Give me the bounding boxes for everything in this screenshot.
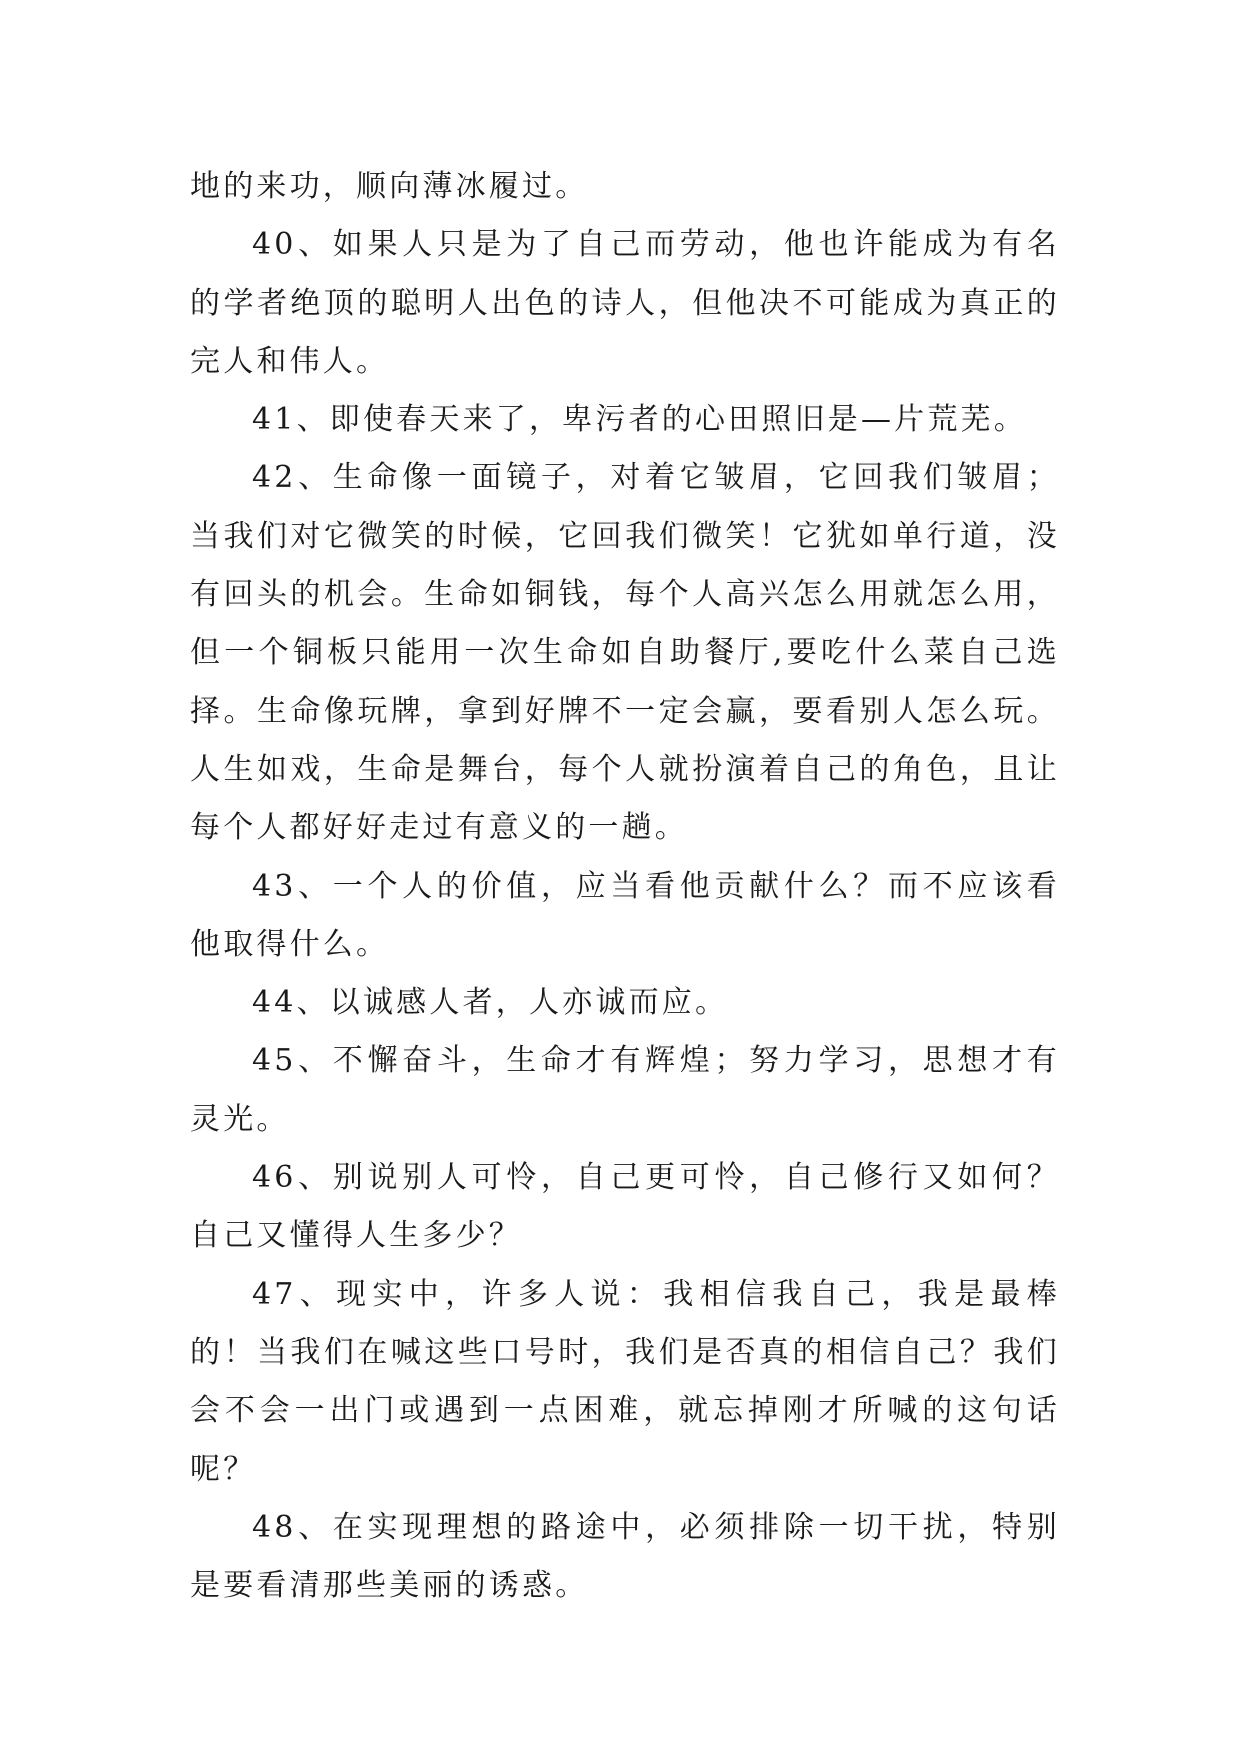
- paragraph-42: 42、生命像一面镜子，对着它皱眉，它回我们皱眉；当我们对它微笑的时候，它回我们微笑！它犹如单行道，没有回头的机会。生命如铜钱，每个人高兴怎么用就怎么用，但一个铜板只能用一次生命如自助餐厅,要吃什么菜自己选择。生命像玩牌，拿到好牌不一定会赢，要看别人怎么玩。人生如戏，生命是舞台，每个人就扮演着自己的角色，且让每个人都好好走过有意义的一趟。: [190, 460, 1060, 846]
- paragraph-43: 43、一个人的价值，应当看他贡献什么？而不应该看他取得什么。: [190, 868, 1060, 962]
- paragraph-44: 44、以诚感人者，人亦诚而应。: [252, 985, 729, 1021]
- paragraph-46: 46、别说别人可怜，自己更可怜，自己修行又如何？自己又懂得人生多少？: [190, 1160, 1060, 1254]
- paragraph-39-continuation: 地的来功，顺向薄冰履过。: [190, 169, 589, 204]
- paragraph-47: 47、现实中，许多人说：我相信我自己，我是最棒的！当我们在喊这些口号时，我们是否真的相信自己？我们会不会一出门或遇到一点困难，就忘掉刚才所喊的这句话呢？: [190, 1276, 1060, 1487]
- document-body: [190, 158, 1060, 1615]
- paragraph-48: 48、在实现理想的路途中，必须排除一切干扰，特别是要看清那些美丽的诱惑。: [190, 1509, 1060, 1604]
- paragraph-45: 45、不懈奋斗，生命才有辉煌；努力学习，思想才有灵光。: [190, 1043, 1060, 1137]
- paragraph-41: 41、即使春天来了，卑污者的心田照旧是—片荒芜。: [252, 402, 1027, 438]
- paragraph-40: 40、如果人只是为了自己而劳动，他也许能成为有名的学者绝顶的聪明人出色的诗人，但他决不可能成为真正的完人和伟人。: [190, 227, 1060, 379]
